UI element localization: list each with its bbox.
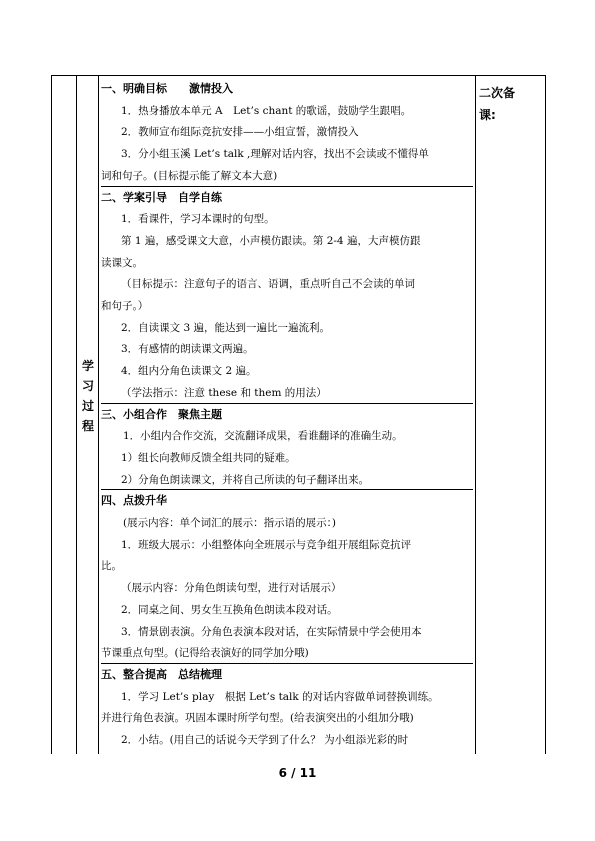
content-line: (展示内容：单个词汇的展示：指示语的展示：) (123, 517, 336, 529)
content-line: 2．教师宣布组际竞抗安排——小组宣誓，激情投入 (121, 126, 359, 139)
content-line: 3．情景剧表演。分角色表演本段对话，在实际情景中学会使用本 (121, 625, 422, 638)
content-line: 4．组内分角色读课文 2 遍。 (121, 365, 257, 378)
lesson-content (101, 78, 473, 751)
table-left-border (51, 75, 52, 754)
section-heading: 二、学案引导 自学自练 (101, 190, 222, 204)
side-label-char: 习 (81, 379, 94, 393)
table-divider-3 (475, 75, 476, 754)
section-heading: 四、点拨升华 (101, 494, 167, 508)
content-line: 和句子。） (101, 300, 149, 312)
section-heading: 三、小组合作 聚焦主题 (101, 407, 222, 421)
content-line: 2．自读课文 3 遍，能达到一遍比一遍流利。 (121, 321, 331, 334)
table-divider-2 (98, 75, 99, 754)
content-line: 1．看课件，学习本课时的句型。 (121, 213, 275, 226)
content-line: 3．有感情的朗读课文两遍。 (121, 343, 254, 356)
content-line: 1）组长向教师反馈全组共同的疑难。 (121, 451, 296, 464)
content-line: 3．分小组玉溪 Let’s talk ,理解对话内容，找出不会读或不懂得单 (121, 148, 429, 161)
second-prep-notes-title: 二次备课: (479, 86, 516, 122)
content-line: （学法指示：注意 these 和 them 的用法） (121, 386, 327, 399)
content-line: 节课重点句型。(记得给表演好的同学加分哦) (101, 647, 309, 660)
content-line: （目标提示：注意句子的语言、语调，重点听自己不会读的单词 (121, 278, 415, 291)
content-line: （展示内容：分角色朗读句型，进行对话展示） (121, 582, 342, 595)
table-top-border (51, 75, 545, 76)
page-number: 6 / 11 (278, 766, 317, 780)
content-line: 2．小结。(用自己的话说今天学到了什么？ 为小组添光彩的时 (121, 734, 409, 746)
content-line: 词和句子。(目标提示能了解文本大意) (101, 169, 278, 182)
content-line: 比。 (101, 560, 122, 573)
table-right-border (545, 75, 546, 754)
table-divider-1 (76, 75, 77, 754)
content-line: 并进行角色表演。巩固本课时所学句型。(给表演突出的小组加分哦) (101, 712, 414, 725)
content-line: 第 1 遍，感受课文大意，小声模仿跟读。第 2-4 遍，大声模仿跟 (121, 234, 421, 247)
content-line: 2）分角色朗读课文，并将自己所读的句子翻译出来。 (121, 473, 370, 486)
side-label-char: 学 (81, 359, 94, 373)
content-line: 2．同桌之间、男女生互换角色朗读本段对话。 (121, 603, 338, 616)
side-label-char: 过 (81, 399, 94, 413)
section-heading: 一、明确目标 激情投入 (101, 82, 233, 95)
content-line: 读课文。 (101, 256, 143, 269)
content-line: 1．小组内合作交流，交流翻译成果，看谁翻译的准确生动。 (123, 430, 403, 443)
side-label-char: 程 (81, 419, 94, 433)
content-line: 1．学习 Let’s play 根据 Let’s talk 的对话内容做单词替换训练。 (121, 690, 439, 703)
content-line: 1．班级大展示：小组整体向全班展示与竞争组开展组际竞抗评 (121, 538, 412, 551)
section-heading: 五、整合提高 总结梳理 (101, 667, 222, 681)
side-label-learning-process (79, 356, 97, 436)
content-line: 1．热身播放本单元 A Let’s chant 的歌谣，鼓励学生跟唱。 (121, 104, 412, 117)
